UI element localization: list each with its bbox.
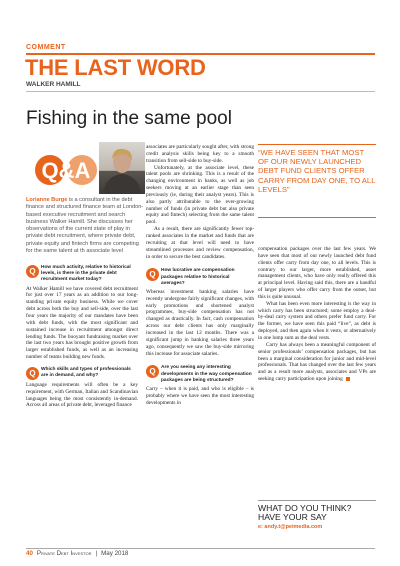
answer-3: Whereas investment banking salaries have recently undergone fairly significant changes, with early promotions and shortened analyst programmes, buy-side compensation has not changed as drastically. In fact, cash compensation across our debt clients has only marginally increased in the last 12 months. There was a significant jump in banking salaries three years ago, consequently we saw the buy-side mirroring this increase for associate salaries. — [146, 288, 254, 357]
question-text: How much activity, relative to historical levels, is there in the private debt recruitment market today? — [41, 265, 131, 283]
header-divider — [26, 91, 375, 92]
person-icon — [99, 142, 145, 194]
interviewee-portrait — [99, 142, 145, 194]
answer-1: At Walker Hamill we have covered debt recruitment for just over 17 years as an addition to our long-standing private equity business. While we cover debt across both the buy and sell-side, over the last four years the majority of our mandates have been with debt funds, with the most significant and sustained increase in recruitment amongst direct lending funds. The buoyant fundraising market over the last two years has brought positive growth from larger established funds, as well as an increasing number of teams building new funds. — [26, 285, 138, 361]
pull-quote: “WE HAVE SEEN THAT MOST OF OUR NEWLY LAUNCHED DEBT FUND CLIENTS OFFER CARRY FROM DAY ONE, TO ALL LEVELS” — [258, 148, 376, 194]
page-footer — [26, 550, 128, 557]
qa-logo-icon — [34, 150, 98, 190]
paragraph — [258, 342, 376, 383]
feedback-heading: WHAT DO YOU THINK? HAVE YOUR SAY — [258, 503, 352, 522]
footer-separator: | — [95, 550, 98, 557]
paragraph-text: Carry has always been a meaningful component of senior professionals’ compensation packages, but has been a marginal consideration for junior and mid-level professionals. That has changed over the last few years and as a result more analysts, associates and VPs are seeking carry participation upon joining — [258, 341, 376, 383]
column-2 — [146, 144, 254, 407]
paragraph: associates are particularly sought after, with strong credit analysis skills being key to a smooth transition from sell-side to buy-side. — [146, 144, 254, 164]
column-title: THE LAST WORD — [25, 55, 206, 80]
interviewee-intro — [26, 197, 146, 255]
interviewee-name: Lorianne Burge — [26, 197, 68, 203]
question-marker-icon: Q — [146, 365, 159, 378]
pullquote-rule-top — [258, 144, 376, 145]
publication-name: Private Debt Investor — [36, 550, 92, 557]
question-text: How lucrative are compensation packages relative to historical averages? — [161, 268, 235, 286]
page-number: 40 — [26, 550, 33, 557]
question-text: Which skills and types of professionals are in demand, and why? — [41, 366, 131, 379]
feedback-email-link[interactable]: e: andy.t@peimedia.com — [258, 524, 323, 530]
question-1 — [26, 265, 138, 284]
end-mark-icon — [346, 377, 350, 381]
question-marker-icon: Q — [26, 367, 39, 380]
paragraph: Unfortunately, at the associate level, these talent pools are shrinking. This is a result of the changing environment in banks, as well as job seekers moving at an earlier stage than seen previously (ie, during their analyst years). This is also partly attributable to the ever-growing number of funds (in private debt but also private equity and fintech) selecting from the same talent pool. — [146, 164, 254, 226]
cta-rule — [258, 500, 376, 501]
paragraph: compensation packages over the last few years. We have seen that most of our newly launched debt fund clients offer carry from day one, to all levels. This is contrary to our larger, more established, asset management clients, who have only really offered this at principal level. Having said this, there are a handful of larger players who offer carry from the outset, but this is quite unusual. — [258, 246, 376, 300]
author-byline: WALKER HAMILL — [26, 81, 81, 88]
question-2 — [26, 367, 138, 380]
issue-date: May 2018 — [101, 550, 129, 557]
paragraph: What has been even more interesting is the way in which carry has been structured; some employ a deal-by-deal carry system and others prefer fund carry. For the former, we have seen this paid “live”, as debt is deployed, and then again when it vests, or alternatively in one lump sum as the deal vests. — [258, 300, 376, 341]
question-marker-icon: Q — [146, 268, 159, 281]
question-4 — [146, 365, 254, 384]
column-1 — [26, 265, 138, 409]
qa-logo-text: Q&A — [41, 158, 91, 183]
intro-text: is a consultant in the debt finance and structured finance team at London-based executive recruitment and search business Walker Hamill. She discusses her observations of the current state of play in private debt recruitment, where private debt, private equity and fintech firms are competing for the same talent at th associate level — [26, 197, 144, 255]
answer-2: Language requirements will often be a key requirement, with German, Italian and Scandinavian languages being the most consistently in-demand. Across all areas of private debt, leveraged finance — [26, 381, 138, 409]
question-3 — [146, 268, 254, 287]
question-text: Are you seeing any interesting developments in the way compensation packages are being structured? — [161, 365, 252, 383]
question-marker-icon: Q — [26, 265, 39, 278]
column-3 — [258, 246, 376, 383]
article-headline: Fishing in the same pool — [26, 108, 232, 129]
answer-4: Carry – when it is paid, and who is eligible – is probably where we have seen the most interesting developments in — [146, 386, 254, 406]
section-label: COMMENT — [26, 44, 66, 51]
footer-rule — [26, 548, 375, 549]
pullquote-rule-bottom — [258, 217, 376, 218]
paragraph: As a result, there are significantly fewer top-ranked associates in the market and funds that are recruiting at that level will need to have streamlined processes and review compensation, in order to secure the best candidates. — [146, 226, 254, 260]
